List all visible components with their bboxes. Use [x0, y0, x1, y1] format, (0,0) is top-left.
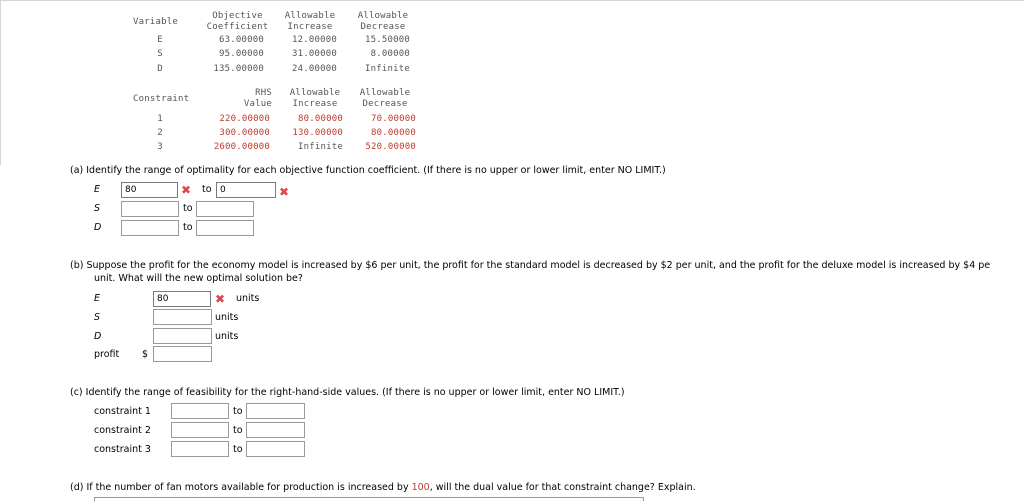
- part-a-to: to: [183, 203, 193, 214]
- var-row-coef: 63.00000: [219, 35, 264, 45]
- x-mark-icon: ✖: [181, 183, 192, 197]
- part-b-s-input[interactable]: [153, 309, 212, 325]
- part-d-question: [70, 482, 696, 493]
- part-c-to: to: [233, 444, 243, 455]
- part-c-question: (c) Identify the range of feasibility for the right-hand-side values. (If there is no upper or lower limit, enter NO LIMIT.): [70, 387, 625, 398]
- part-a-to: to: [202, 184, 212, 195]
- part-b-profit-label: profit: [94, 349, 120, 360]
- part-b-e-input[interactable]: [153, 291, 211, 307]
- part-c-c3-lower-input[interactable]: [171, 441, 229, 457]
- part-a-d-upper-input[interactable]: [196, 220, 254, 236]
- part-c-c2-lower-input[interactable]: [171, 422, 229, 438]
- part-c-c2-upper-input[interactable]: [246, 422, 305, 438]
- part-d-answer-textarea[interactable]: [94, 497, 644, 501]
- header-rhs-1: RHS: [255, 88, 272, 98]
- var-row-dec: Infinite: [365, 64, 410, 74]
- con-row-inc: 80.00000: [298, 114, 343, 124]
- var-row-coef: 95.00000: [219, 49, 264, 59]
- con-row-inc: Infinite: [298, 142, 343, 152]
- x-mark-icon: ✖: [215, 292, 226, 306]
- con-row-dec: 70.00000: [371, 114, 416, 124]
- part-b-d-input[interactable]: [153, 328, 212, 344]
- header-con-allowable-increase-2: Increase: [292, 99, 338, 109]
- part-a-label-s: S: [94, 203, 101, 214]
- part-a-question: (a) Identify the range of optimality for each objective function coefficient. (If there is no upper or lower limit, enter NO LIMIT.): [70, 165, 666, 176]
- part-a-e-lower-input[interactable]: [121, 182, 178, 198]
- part-b-dollar-sign: $: [142, 349, 149, 360]
- var-row-inc: 12.00000: [292, 35, 337, 45]
- var-row-inc: 24.00000: [292, 64, 337, 74]
- part-c-c1-lower-input[interactable]: [171, 403, 229, 419]
- con-row-rhs: 300.00000: [219, 128, 270, 138]
- var-row-dec: 8.00000: [370, 49, 410, 59]
- header-allowable-increase-1: Allowable: [284, 11, 336, 21]
- part-c-label-constraint-1: constraint 1: [94, 406, 151, 417]
- frame-top-border: [0, 0, 1024, 3]
- part-c-label-constraint-2: constraint 2: [94, 425, 151, 436]
- var-row-inc: 31.00000: [292, 49, 337, 59]
- part-c-c3-upper-input[interactable]: [246, 441, 305, 457]
- header-allowable-decrease-1: Allowable: [357, 11, 409, 21]
- part-c-to: to: [233, 406, 243, 417]
- part-b-units: units: [215, 331, 239, 342]
- x-mark-icon: ✖: [279, 185, 290, 199]
- part-b-profit-input[interactable]: [153, 346, 212, 362]
- con-row-dec: 520.00000: [365, 142, 416, 152]
- header-constraint: Constraint: [133, 94, 190, 104]
- header-allowable-decrease-2: Decrease: [360, 22, 406, 32]
- var-row-coef: 135.00000: [213, 64, 264, 74]
- var-row-dec: 15.50000: [365, 35, 410, 45]
- header-allowable-increase-2: Increase: [287, 22, 333, 32]
- con-row-rhs: 2600.00000: [213, 142, 270, 152]
- part-b-label-s: S: [94, 312, 101, 323]
- header-con-allowable-increase-1: Allowable: [289, 88, 341, 98]
- header-rhs-2: Value: [243, 99, 272, 109]
- con-row-name: 2: [157, 128, 163, 138]
- var-row-name: S: [157, 49, 163, 59]
- part-b-question-line2: unit. What will the new optimal solution be?: [94, 273, 303, 284]
- con-row-dec: 80.00000: [371, 128, 416, 138]
- part-a-to: to: [183, 222, 193, 233]
- header-objective: Objective: [212, 11, 263, 21]
- part-d-suffix: , will the dual value for that constraint change? Explain.: [429, 482, 696, 493]
- frame-left-border: [0, 0, 1, 165]
- part-a-label-d: D: [94, 222, 102, 233]
- header-variable: Variable: [133, 17, 178, 27]
- part-a-s-upper-input[interactable]: [196, 201, 254, 217]
- part-c-c1-upper-input[interactable]: [246, 403, 305, 419]
- con-row-name: 1: [157, 114, 163, 124]
- var-row-name: E: [157, 35, 163, 45]
- header-coefficient: Coefficient: [206, 22, 269, 32]
- con-row-inc: 130.00000: [292, 128, 343, 138]
- part-a-d-lower-input[interactable]: [121, 220, 179, 236]
- part-a-label-e: E: [94, 184, 101, 195]
- header-con-allowable-decrease-1: Allowable: [359, 88, 411, 98]
- part-b-units: units: [236, 293, 260, 304]
- header-con-allowable-decrease-2: Decrease: [362, 99, 408, 109]
- part-b-label-d: D: [94, 331, 102, 342]
- part-a-s-lower-input[interactable]: [121, 201, 179, 217]
- con-row-rhs: 220.00000: [219, 114, 270, 124]
- con-row-name: 3: [157, 142, 163, 152]
- var-row-name: D: [157, 64, 163, 74]
- part-a-e-upper-input[interactable]: [216, 182, 276, 198]
- part-b-label-e: E: [94, 293, 101, 304]
- part-b-units: units: [215, 312, 239, 323]
- part-d-highlight-value: 100: [411, 482, 430, 493]
- part-c-label-constraint-3: constraint 3: [94, 444, 151, 455]
- part-d-prefix: (d) If the number of fan motors available for production is increased by: [70, 482, 412, 493]
- part-b-question-line1: (b) Suppose the profit for the economy model is increased by $6 per unit, the profit for the standard model is decreased by $2 per unit, and the profit for the deluxe model is increased by $4 pe: [70, 260, 991, 271]
- part-c-to: to: [233, 425, 243, 436]
